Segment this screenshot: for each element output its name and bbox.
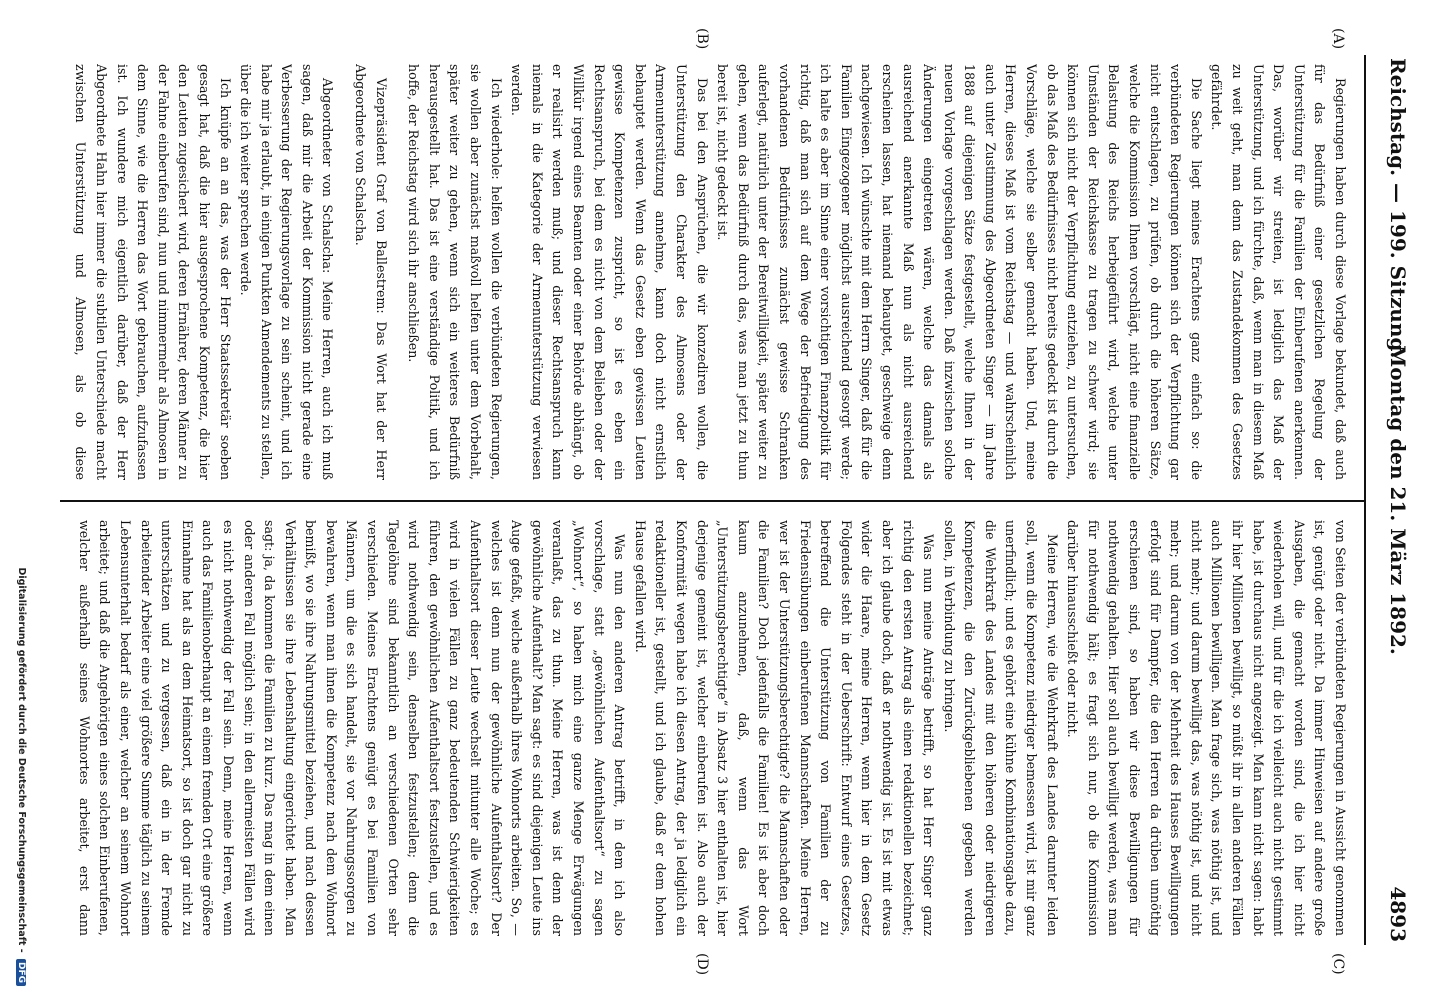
header-session: Reichstag. — 199. Sitzung. xyxy=(1386,58,1410,359)
paragraph: von Seiten der verbündeten Regierungen in Aussicht genommen ist, genügt oder nicht. Da immer Hinweisen auf andere große Ausgaben, die gemacht worden sind, die ich hier nicht wiederholen will, und für die ich vielleicht auch nicht gestimmt habe, ist durchaus nicht angezeigt. Man kann nicht sagen: habt ihr hier Millionen bewilligt, so müßt ihr in allen anderen Fällen auch Millionen bewilligen. Man frage sich, was nöthig ist, und nicht mehr; und darum bewilligt das, was nöthig ist, und nicht mehr; und darum von der Mehrheit des Hauses Bewilligungen erfolgt sind für Dampfer, die den Herren da drüben unnöthig erschienen sind, so haben wir diese Bewilligungen für nothwendig gehalten. Hier soll auch bewilligt werden, was man für nothwendig hält; es fragt sich nur, ob die Kommission darüber hinausschießt oder nicht. xyxy=(1065,520,1348,936)
right-column xyxy=(70,520,1350,936)
page-header xyxy=(1370,38,1410,962)
credit-text: Digitalisierung gefördert durch die Deutsche Forschungsgemeinschaft - xyxy=(16,567,27,953)
left-column xyxy=(70,64,1350,480)
speaker-paragraph: Abgeordneter von Schalscha: Meine Herren, auch ich muß sagen, daß mir die Arbeit der Kommission nicht gerade eine Verbesserung der Regierungsvorlage zu sein scheint, und ich habe mir ja erlaubt, in einigen Punkten Amendements zu stellen, über die ich weiter sprechen werde. xyxy=(238,64,336,480)
margin-marker-c: (C) xyxy=(1330,953,1346,975)
header-page-number: 4893 xyxy=(1386,886,1410,942)
digitization-credit xyxy=(16,0,27,1000)
dfg-logo: DFG xyxy=(16,959,26,986)
paragraph: Regierungen haben durch diese Vorlage bekundet, daß auch für das Bedürfniß einer gesetzlichen Regelung der Unterstützung für die Familien der Einberufenen anerkennen. Das, worüber wir streiten, ist lediglich das Maß der Unterstützung, und ich fürchte, daß, wenn man in diesem Maß zu weit geht, man denn das Zustandekommen des Gesetzes gefährdet. xyxy=(1209,64,1348,480)
paragraph: Ich knüpfe an an das, was der Herr Staatssekretär soeben gesagt hat, daß die hier ausgesprochene Kompetenz, die hier den Leuten zugesichert wird, deren Ernährer, deren Männer zu der Fahne einberufen sind, nun und nimmermehr als Almosen in dem Sinne, wie die Herren das Wort gebrauchen, aufzufassen ist. Ich wundere mich eigentlich darüber, daß der Herr Abgeordnete Hahn hier immer die subtilen Unterschiede macht zwischen Unterstützung und Almosen, als ob diese xyxy=(73,64,233,480)
paragraph: Was nun den anderen Antrag betrifft, in dem ich also vorschlage, statt „gewöhnlichen Aufenthaltsort“ zu sagen „Wohnort“, so haben mich eine ganze Menge Erwägungen veranlaßt, das zu thun. Meine Herren, was ist denn der gewöhnliche Aufenthalt? Man sagt: es sind diejenigen Leute ins Auge gefaßt, welche außerhalb ihres Wohnorts arbeiten. So, — welches ist denn nun der gewöhnliche Aufenthaltsort? Der Aufenthaltsort dieser Leute wechselt mitunter alle Woche; es wird in vielen Fällen zu ganz bedeutenden Schwierigkeiten führen, den gewöhnlichen Aufenthaltsort festzustellen, und es wird nothwendig sein, denselben festzustellen; denn die Tagelöhne sind bekanntlich an verschiedenen Orten sehr verschieden. Meines Erachtens genügt es bei Familien von Männern, um die es sich handelt, sie vor Nahrungssorgen zu bewahren, wenn man ihnen die Kompetenz nach dem Wohnort bemißt, wo sie ihre Nahrungsmittel beziehen, und nach dessen Verhältnissen sie ihre Lebenshaltung eingerichtet haben. Man sagt: ja, da kommen die Familien zu kurz. Das mag in dem einen oder anderen Fall möglich sein; in den allermeisten Fällen wird es nicht nothwendig der Fall sein. Denn, meine Herren, wenn auch das Familienoberhaupt an einem fremden Ort eine größere Einnahme hat als an dem Heimatsort, so ist doch gar nicht zu unterschätzen und zu vergessen, daß ein in der Fremde arbeitender Arbeiter eine viel größere Summe täglich zu seinem Lebensunterhalt bedarf als einer, welcher an seinem Wohnort arbeitet; und daß die Angehörigen eines solchen Einberufenen, welcher außerhalb seines Wohnortes arbeitet, erst dann xyxy=(76,520,628,936)
paragraph: Die Sache liegt meines Erachtens ganz einfach so: die verbündeten Regierungen können sich der Verpflichtung gar nicht entschlagen, zu prüfen, ob durch die höheren Sätze, welche die Kommission Ihnen vorschlägt, nicht eine finanzielle Belastung des Reichs herbeigeführt wird, welche unter Umständen der Reichskasse zu tragen zu schwer wird; sie können sich nicht der Verpflichtung entziehen, zu untersuchen, ob das Maß des Bedürfnisses nicht bereits gedeckt ist durch die Vorschläge, welche sie selber gemacht haben. Und, meine Herren, dieses Maß ist vom Reichstag — und wahrscheinlich auch unter Zustimmung des Abgeordneten Singer — im Jahre 1888 auf diejenigen Sätze festgestellt, welche Ihnen in der neuen Vorlage vorgeschlagen werden. Daß inzwischen solche Änderungen eingetreten wären, welche das damals als ausreichend anerkannte Maß nun als nicht ausreichend erscheinen lassen, hat niemand behauptet, geschweige denn nachgewiesen. Ich wünschte mit dem Herrn Singer, daß für die Familien Eingezogener möglichst ausreichend gesorgt werde; ich halte es aber im Sinne einer vorsichtigen Finanzpolitik für richtig, daß man sich auf dem Wege der Befriedigung des vorhandenen Bedürfnisses zunächst gewisse Schranken auferlegt, natürlich unter der Bereitwilligkeit, später weiter zu gehen, wenn das Bedürfniß durch das, was man jetzt zu thun bereit ist, nicht gedeckt ist. xyxy=(715,64,1204,480)
paragraph: Ich wiederhole: helfen wollen die verbündeten Regierungen, sie wollen aber zunächst maßvoll helfen unter dem Vorbehalt, später weiter zu gehen, wenn sich ein weiteres Bedürfniß herausgestellt hat. Das ist eine verständige Politik, und ich hoffe, der Reichstag wird sich ihr anschließen. xyxy=(406,64,504,480)
margin-marker-a: (A) xyxy=(1330,28,1346,50)
speaker-paragraph: Vizepräsident Graf von Ballestrem: Das Wort hat der Herr Abgeordnete von Schalscha. xyxy=(353,64,389,480)
margin-marker-d: (D) xyxy=(694,953,710,976)
column-divider xyxy=(60,500,1366,502)
paragraph: Das bei den Ansprüchen, die wir konzediren wollen, die Unterstützung den Charakter des Almosens oder der Armenunterstützung annehme, kann doch nicht ernstlich behauptet werden. Wenn das Gesetz eben gewissen Leuten gewisse Kompetenzen zuspricht, so ist es eben ein Rechtsanspruch, bei dem es nicht von dem Belieben oder der Willkür irgend eines Beamten oder einer Behörde abhängt, ob er realisirt werden muß; und dieser Rechtsanspruch kann niemals in die Kategorie der Armenunterstützung verwiesen werden. xyxy=(509,64,710,480)
paragraph: Meine Herren, wie die Wehrkraft des Landes darunter leiden soll, wenn die Kompetenz niedriger bemessen wird, ist mir ganz unerfindlich; und es gehört eine kühne Kombinationsgabe dazu, die Wehrkraft des Landes mit den höheren oder niedrigeren Kompetenzen, die den Zurückgebliebenen gegeben werden sollen, in Verbindung zu bringen. xyxy=(941,520,1060,936)
paragraph: Was nun meine Anträge betrifft, so hat Herr Singer ganz richtig den ersten Antrag als einen redaktionellen bezeichnet; aber ich glaube doch, daß er nothwendig ist. Es ist mit etwas wider die Haare, meine Herren, wenn hier in dem Gesetz Folgendes steht in der Ueberschrift: Entwurf eines Gesetzes, betreffend die Unterstützung von Familien der zu Friedensübungen einberufenen Mannschaften. Meine Herren, wer ist der Unterstützungsberechtigte? die Mannschaften oder die Familien? Doch jedenfalls die Familien! Es ist aber doch kaum anzunehmen, daß, wenn das Wort „Unterstützungsberechtigte“ in Absatz 3 hier enthalten ist, hier derjenige gemeint ist, welcher einberufen ist. Also auch der Konformität wegen habe ich diesen Antrag, der ja lediglich ein redaktioneller ist, gestellt, und ich glaube, daß er dem hohen Hause gefallen wird. xyxy=(632,520,937,936)
margin-marker-b: (B) xyxy=(694,28,710,50)
header-date: Montag den 21. März 1892. xyxy=(1386,345,1410,655)
